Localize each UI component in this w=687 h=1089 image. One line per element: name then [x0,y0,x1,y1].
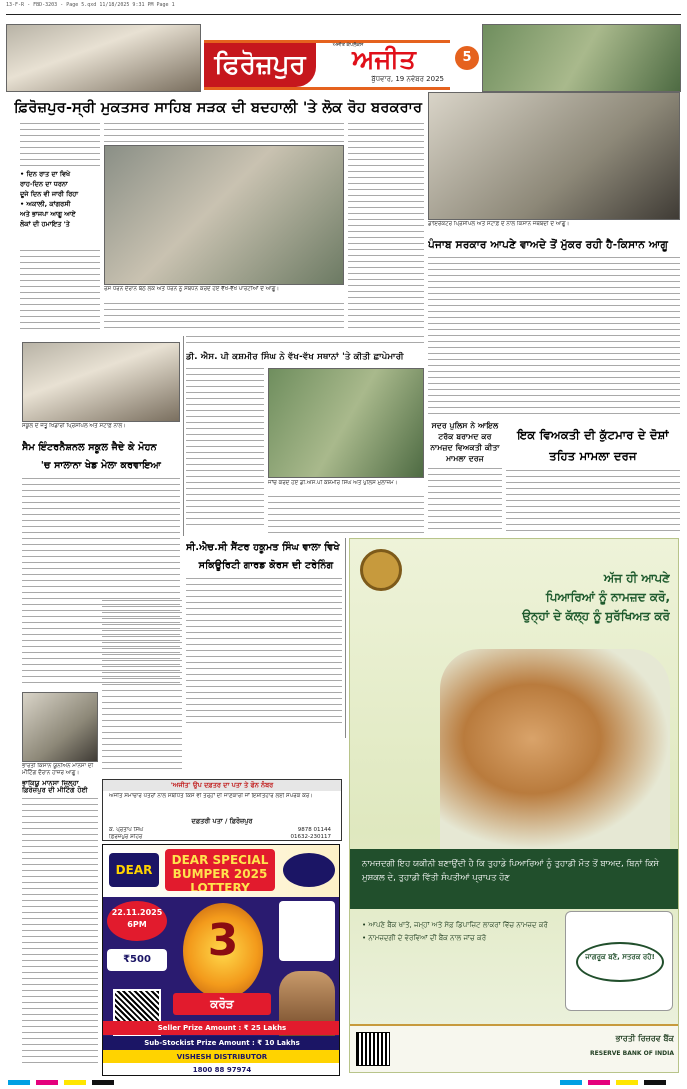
office-address-title: 'ਅਜੀਤ' ਉਪ ਦਫ਼ਤਰ ਦਾ ਪਤਾ ਤੇ ਫੋਨ ਨੰਬਰ [103,780,341,791]
farmers-story-body [428,257,680,417]
rbi-ad-headline-line: ਪਿਆਰਿਆਂ ਨੂੰ ਨਾਮਜ਼ਦ ਕਰੋ, [545,590,670,604]
masthead-photo-right [482,24,681,92]
dsp-photo [268,368,424,478]
rbi-emblem-icon [360,549,402,591]
dsp-top-lines [186,336,424,348]
masthead-tagline: ਅਜੀਤ ਕੰਪਲੈਕਸ [332,42,364,48]
page-number: 5 [455,46,479,70]
bku-photo [22,692,98,762]
rbi-ad-bullets [362,919,562,999]
rbi-qr-code [356,1032,390,1066]
lottery-seller-prize: Seller Prize Amount : ₹ 25 Lakhs [103,1021,340,1035]
school-photo-caption: ਸਕੂਲ ਦੇ ਜੇਤੂ ਖਿਡਾਰੀ ਪ੍ਰਿੰਸੀਪਲ ਅਤੇ ਸਟਾਫ਼ ਨਾਲ। [22,423,180,437]
rbi-ad-footer [350,1024,679,1072]
rbi-ad-band-text: ਨਾਮਜ਼ਦਗੀ ਇਹ ਯਕੀਨੀ ਬਣਾਉਂਦੀ ਹੈ ਕਿ ਤੁਹਾਡੇ ਪਿਆਰਿਆਂ ਨੂੰ ਤੁਹਾਡੀ ਮੌਤ ਤੋਂ ਬਾਅਦ, ਬਿਨਾਂ ਕਿਸੇ ਮੁਸ਼ਕਲ ਦੇ, ਤੁਹਾਡੀ ਵਿੱਤੀ ਸੰਪਤੀਆਂ ਪ੍ਰਾਪਤ ਹੋਣ [350,849,679,909]
lottery-state-seal [283,853,335,887]
cyan-swatch [560,1080,582,1085]
police-headline: ਸਦਰ ਪੁਲਿਸ ਨੇ ਆਇਲ ਟਰੱਕ ਬਰਾਮਦ ਕਰ ਨਾਮਜ਼ਦ ਵਿਅਕਤੀ ਕੀਤਾ ਮਾਮਲਾ ਦਰਜ [430,421,500,463]
yellow-swatch [64,1080,86,1085]
lead-column-1-bottom [20,250,100,330]
rbi-ad-card-text: ਜਾਗਰੂਕ ਬਣੋ, ਸਤਰਕ ਰਹੋ! [576,942,664,982]
lottery-substockist-prize: Sub-Stockist Prize Amount : ₹ 10 Lakhs [103,1036,340,1050]
police-story-body [428,468,502,534]
rbi-nomination-ad [349,538,679,1073]
rbi-ad-headline-line: ਉਨ੍ਹਾਂ ਦੇ ਕੱਲ੍ਹ ਨੂੰ ਸੁਰੱਖਿਅਤ ਕਰੋ [522,609,670,623]
lead-columns-bottom [104,303,344,333]
lead-subhead-line: ਲੋਕਾਂ ਦੀ ਹਮਾਇਤ 'ਤੇ [20,220,70,228]
lottery-bumper-title: DEAR SPECIAL BUMPER 2025 LOTTERY [165,849,275,891]
masthead-date: ਬੁੱਧਵਾਰ, 19 ਨਵੰਬਰ 2025 [371,75,444,83]
office-address-subtitle: ਦਫ਼ਤਰੀ ਪਤਾ / ਫ਼ਿਰੋਜ਼ਪੁਰ [191,817,253,825]
magenta-swatch [36,1080,58,1085]
lottery-crore-label: ਕਰੋੜ [173,993,271,1015]
dsp-column-1 [186,368,264,528]
lead-photo [104,145,344,285]
lottery-first-prize: 3 [183,903,263,999]
lottery-ad [102,844,340,1076]
office-contact-phone: 9878 01144 [297,827,331,833]
black-swatch [644,1080,666,1085]
masthead-photo-left [6,24,201,92]
bku-headline: ਭਾਕਿਯੂ ਮਾਨਸਾ ਜ਼ਿਲ੍ਹਾ ਫ਼ਿਰੋਜ਼ਪੁਰ ਦੀ ਮੀਟਿੰਗ ਹੋਈ [22,780,88,794]
rbi-ad-headline-line: ਅੱਜ ਹੀ ਆਪਣੇ [603,571,670,585]
bku-story-body [22,798,98,1068]
lottery-draw-date-value: 22.11.2025 [111,908,163,917]
lottery-draw-time: 6PM [127,920,147,929]
black-swatch [92,1080,114,1085]
print-slug: 13-F-R - FBD-3203 - Page 5.qxd 11/18/2025 9:31 PM Page 1 [6,2,175,8]
office-address-box [102,779,342,841]
lottery-ticket-price: ₹500 [107,949,167,971]
yellow-swatch [616,1080,638,1085]
farmers-photo [428,92,680,220]
security-headline-1: ਸੀ.ਐਚ.ਸੀ ਸੈਂਟਰ ਹਕੂਮਤ ਸਿੰਘ ਵਾਲਾ ਵਿਖੇ [186,542,340,553]
school-headline-2: 'ਚ ਸਾਲਾਨਾ ਖੇਡ ਮੇਲਾ ਕਰਵਾਇਆ [40,460,162,471]
school-column-2 [102,600,182,770]
lottery-ad-header [103,845,340,897]
lottery-dear-logo: DEAR [109,853,159,887]
rbi-ad-bullet: • ਨਾਮਜ਼ਦਗੀ ਦੇ ਵੇਰਵਿਆਂ ਦੀ ਬੈਂਕ ਨਾਲ ਜਾਂਚ ਕਰੋ [362,934,487,942]
lead-column-last [348,123,424,333]
column-rule [183,336,184,536]
assault-story-body [506,470,680,534]
lead-headline: ਫ਼ਿਰੋਜ਼ਪੁਰ-ਸ੍ਰੀ ਮੁਕਤਸਰ ਸਾਹਿਬ ਸੜਕ ਦੀ ਬਦਹਾਲੀ 'ਤੇ ਲੋਕ ਰੋਹ ਬਰਕਰਾਰ [14,100,423,116]
top-rule [6,14,681,15]
farmers-photo-caption: ਡਾਇਰੈਕਟਰ ਪ੍ਰਿੰਸੀਪਲ ਅਤੇ ਸਟਾਫ਼ ਦੇ ਨਾਲ ਕਿਸਾਨ ਜਥੇਬੰਦੀ ਦੇ ਆਗੂ। [428,221,680,235]
office-contact-row [109,834,335,841]
rbi-ad-headline [410,569,670,629]
lead-subhead-line: ਅਤੇ ਭਾਜਪਾ ਆਗੂ ਆਏ [20,210,76,218]
rbi-ad-couple-photo [440,649,670,849]
farmers-headline: ਪੰਜਾਬ ਸਰਕਾਰ ਆਪਣੇ ਵਾਅਦੇ ਤੋਂ ਮੁੱਕਰ ਰਹੀ ਹੈ-ਕਿਸਾਨ ਆਗੂ [428,239,669,251]
lead-subhead-line: ਰਾਹ-ਦਿਨ ਦਾ ਧਰਨਾ [20,180,68,188]
office-contact-name: ਫ਼ਿਰੋਜ਼ਪੁਰ ਸ਼ਹਿਰ [109,834,143,840]
dsp-headline: ਡੀ. ਐਸ. ਪੀ ਕਸ਼ਮੀਰ ਸਿੰਘ ਨੇ ਵੱਖ-ਵੱਖ ਸਥਾਨਾਂ 'ਤੇ ਕੀਤੀ ਛਾਪੇਮਾਰੀ [186,352,404,362]
assault-headline: ਇਕ ਵਿਅਕਤੀ ਦੀ ਕੁੱਟਮਾਰ ਦੇ ਦੋਸ਼ਾਂ ਤਹਿਤ ਮਾਮਲਾ ਦਰਜ [517,428,669,463]
office-contact-name: ਕ. ਪ੍ਰਤਾਪ ਸਿੰਘ [109,827,144,833]
column-rule [345,538,346,738]
masthead-brand: ਅਜੀਤ [352,45,416,75]
rbi-bank-name-en: RESERVE BANK OF INDIA [590,1050,674,1057]
cyan-swatch [8,1080,30,1085]
school-photo [22,342,180,422]
lead-subhead [20,169,100,247]
color-registration-bar [0,1078,687,1087]
office-contact-phone: 01632-230117 [290,834,331,840]
lead-subhead-line: • ਅਕਾਲੀ, ਕਾਂਗਰਸੀ [20,200,71,208]
lead-columns-top [104,123,344,143]
lottery-distributor: VISHESH DISTRIBUTOR [103,1050,340,1064]
security-story-body [186,578,342,728]
bku-photo-caption: ਭਾਰਤੀ ਕਿਸਾਨ ਯੂਨੀਅਨ ਮਾਨਸਾ ਦੀ ਮੀਟਿੰਗ ਦੌਰਾਨ ਹਾਜ਼ਰ ਆਗੂ। [22,763,98,777]
magenta-swatch [588,1080,610,1085]
office-address-body: ਅਜੀਤ ਸਮਾਚਾਰ ਪੱਤਰਾਂ ਨਾਲ ਸਬੰਧਿਤ ਕਿਸੇ ਵੀ ਤਰ੍ਹਾਂ ਦੀ ਜਾਣਕਾਰੀ ਜਾਂ ਇਸ਼ਤਿਹਾਰ ਲਈ ਸੰਪਰਕ ਕਰੋ। [109,793,314,799]
rbi-ad-bullet: • ਆਪਣੇ ਬੈਂਕ ਖਾਤੇ, ਜਮ੍ਹਾਂ ਅਤੇ ਸੇਫ਼ ਡਿਪਾਜ਼ਿਟ ਲਾਕਰਾਂ ਵਿੱਚ ਨਾਮਜ਼ਦ ਕਰੋ [362,921,548,929]
masthead-city: ਫਿਰੋਜ਼ਪੁਰ [204,43,316,87]
dsp-column-2 [268,496,424,536]
lead-subhead-line: ਦੂਜੇ ਦਿਨ ਵੀ ਜਾਰੀ ਰਿਹਾ [20,190,79,198]
school-headline-1: ਸੈਮ ਇੰਟਰਨੈਸ਼ਨਲ ਸਕੂਲ ਜੈਦੇ ਕੇ ਮੋਹਨ [22,442,157,453]
lead-column-1-top [20,123,100,167]
lottery-ticket-card [279,901,335,961]
dsp-photo-caption: ਜਾਂਚ ਕਰਦੇ ਹੋਏ ਡੀ.ਐਸ.ਪੀ ਕਸ਼ਮੀਰ ਸਿੰਘ ਅਤੇ ਪੁਲਿਸ ਮੁਲਾਜ਼ਮ। [268,480,424,494]
lottery-phone: 1800 88 97974 [103,1063,340,1076]
rbi-ad-card [565,911,673,1011]
lead-photo-caption: ਰੋਸ ਧਰਨੇ ਦੌਰਾਨ ਬੈਠੇ ਲੋਕ ਅਤੇ ਧਰਨੇ ਨੂੰ ਸੰਬੋਧਨ ਕਰਦੇ ਹੋਏ ਵੱਖ-ਵੱਖ ਪਾਰਟੀਆਂ ਦੇ ਆਗੂ। [104,286,344,300]
lead-subhead-line: • ਦਿਨ ਰਾਤ ਦਾ ਵਿਖੇ [20,170,71,178]
lottery-draw-date [107,901,167,941]
security-headline-2: ਸਕਿਊਰਿਟੀ ਗਾਰਡ ਕੋਰਸ ਦੀ ਟਰੇਨਿੰਗ [198,560,334,571]
rbi-bank-name: ਭਾਰਤੀ ਰਿਜ਼ਰਵ ਬੈਂਕ [615,1034,674,1043]
office-contact-row [109,827,335,834]
